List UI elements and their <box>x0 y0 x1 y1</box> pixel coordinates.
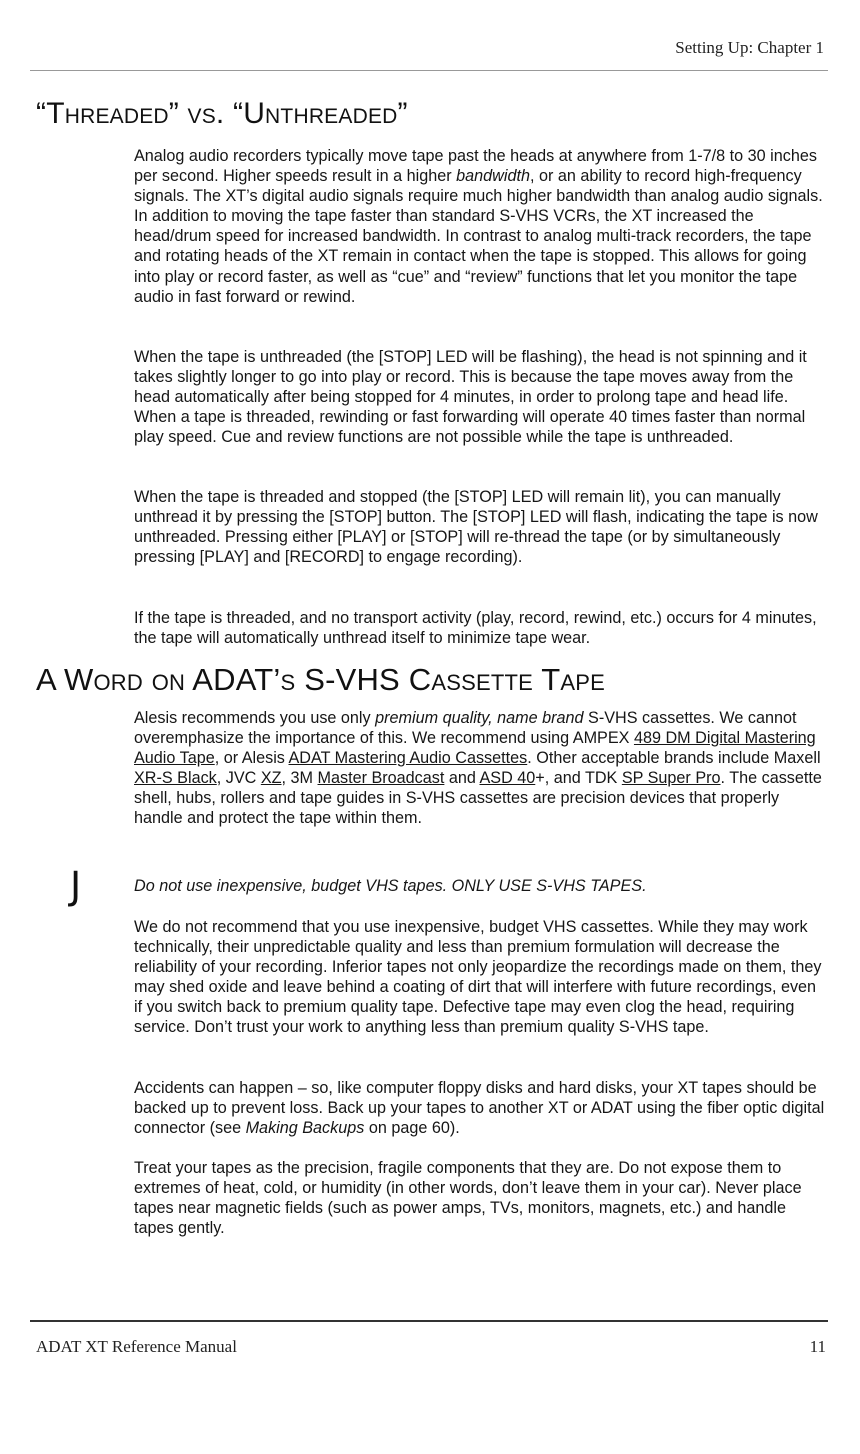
footer-manual-title: ADAT XT Reference Manual <box>36 1337 237 1356</box>
text-run: Accidents can happen – so, like computer floppy disks and hard disks, your XT tapes should be backed up to prevent loss. Back up your tapes to another XT or ADAT using the fiber optic digital connector (see <box>134 1079 825 1138</box>
product-name: ADAT Mastering Audio Cassettes <box>288 749 528 768</box>
product-name: XR-S Black <box>134 769 217 788</box>
paragraph-backups <box>134 1078 828 1138</box>
section-heading-cassette-tape: A Word on ADAT’s S-VHS Cassette Tape <box>36 662 605 697</box>
product-name: Master Broadcast <box>317 769 445 788</box>
paragraph-manual-unthread: When the tape is threaded and stopped (the [STOP] LED will remain lit), you can manually unthread it by pressing the [STOP] button. The [STOP] LED will flash, indicating the tape is now unthreaded. Pressing either [PLAY] or [STOP] will re-thread the tape (or by simultaneously pressing [PLAY] and [RECORD] to engage recording). <box>134 488 818 567</box>
product-name: ASD 40 <box>479 769 536 788</box>
text-run: +, and TDK <box>535 769 622 788</box>
section-heading-threaded: “Threaded” vs. “Unthreaded” <box>36 97 408 130</box>
text-run: , 3M <box>281 769 318 788</box>
paragraph-recommended-brands <box>134 708 828 829</box>
text-run: bandwidth <box>456 167 530 186</box>
text-run: , JVC <box>216 769 261 788</box>
text-run: on page 60). <box>364 1119 460 1138</box>
running-head: Setting Up: Chapter 1 <box>675 38 824 57</box>
footer-page-number: 11 <box>809 1337 826 1356</box>
text-run: Alesis recommends you use only <box>134 709 376 727</box>
text-run: and <box>444 769 480 788</box>
footer-rule <box>30 1320 828 1322</box>
text-run: S-VHS cassettes. We cannot overemphasize the importance of this. We recommend using AMPEX <box>134 709 797 748</box>
paragraph-unthreaded: When the tape is unthreaded (the [STOP] LED will be flashing), the head is not spinning and it takes slightly longer to go into play or record. This is because the tape moves away from the head automatically after being stopped for 4 minutes, in order to prolong tape and head life. When a tape is threaded, rewinding or fast forwarding will operate 40 times faster than normal play speed. Cue and review functions are not possible while the tape is unthreaded. <box>134 348 807 447</box>
text-run: . Other acceptable brands include Maxell <box>527 749 821 768</box>
product-name: 489 DM Digital Mastering Audio Tape <box>134 729 816 768</box>
text-run: premium quality, name brand <box>375 709 584 727</box>
paragraph-budget-tapes: We do not recommend that you use inexpensive, budget VHS cassettes. While they may work technically, their unpredictable quality and less than premium formulation will decrease the reliability of your recording. Inferior tapes not only jeopardize the recordings made on them, they may shed oxide and leave behind a coating of dirt that will interfere with future recordings, even if you switch back to premium quality tape. Defective tape may even clog the head, requiring service. Don’t trust your work to anything less than premium quality S-VHS tape. <box>134 918 822 1037</box>
text-run: Making Backups <box>245 1119 365 1138</box>
paragraph-auto-unthread: If the tape is threaded, and no transport activity (play, record, rewind, etc.) occurs for 4 minutes, the tape will automatically unthread itself to minimize tape wear. <box>134 609 817 648</box>
caution-hand-icon: J <box>70 864 82 908</box>
paragraph-tape-speed <box>134 146 828 307</box>
paragraph-tape-care: Treat your tapes as the precision, fragile components that they are. Do not expose them to extremes of heat, cold, or humidity (in other words, don’t leave them in your car). Never place tapes near magnetic fields (such as power amps, TVs, monitors, magnets, etc.) and handle tapes gently. <box>134 1159 802 1238</box>
text-run: . The cassette shell, hubs, rollers and tape guides in S-VHS cassettes are precision devices that properly handle and protect the tape within them. <box>134 769 822 828</box>
text-run: , or Alesis <box>214 749 289 768</box>
product-name: SP Super Pro <box>621 769 721 788</box>
text-run: Analog audio recorders typically move tape past the heads at anywhere from 1-7/8 to 30 inches per second. Higher speeds result in a higher <box>134 147 817 186</box>
header-rule <box>30 70 828 71</box>
caution-note: Do not use inexpensive, budget VHS tapes. ONLY USE S-VHS TAPES. <box>134 877 647 895</box>
product-name: XZ <box>260 769 282 788</box>
text-run: , or an ability to record high-frequency signals. The XT’s digital audio signals require much higher bandwidth than analog audio signals. In addition to moving the tape faster than standard S-VHS VCRs, the XT increased the head/drum speed for increased bandwidth. In contrast to analog multi-track recorders, the tape and rotating heads of the XT remain in contact when the tape is stopped. This allows for going into play or record faster, as well as “cue” and “review” functions that let you monitor the tape audio in fast forward or rewind. <box>134 167 823 306</box>
